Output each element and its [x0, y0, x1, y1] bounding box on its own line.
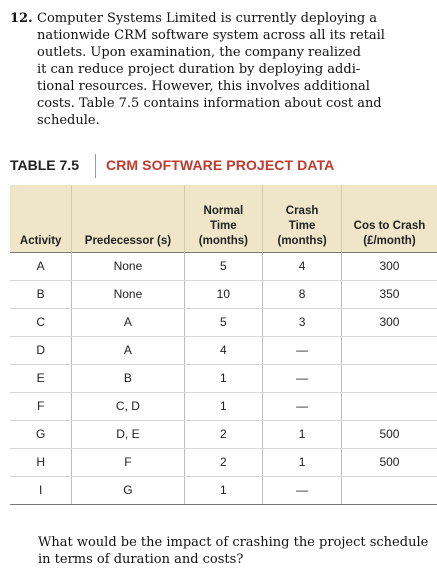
problem-line: it can reduce project duration by deploying addi-	[37, 62, 361, 77]
question-line: What would be the impact of crashing the project schedule	[38, 535, 429, 550]
cell-normal-time: 1	[184, 476, 263, 504]
cell-crash-time: 3	[263, 308, 342, 336]
header-cost-to-crash: Cos to Crash (£/month)	[341, 185, 437, 252]
problem-line: outlets. Upon examination, the company realized	[37, 45, 361, 60]
cell-cost-to-crash: 350	[341, 280, 437, 308]
cell-activity: F	[10, 392, 72, 420]
table-row	[10, 392, 437, 420]
cell-predecessor: B	[72, 364, 184, 392]
cell-activity: E	[10, 364, 72, 392]
cell-crash-time: 1	[263, 420, 342, 448]
cell-cost-to-crash: 300	[341, 308, 437, 336]
header-predecessor: Predecessor (s)	[72, 185, 184, 252]
table-label: TABLE 7.5	[10, 157, 79, 173]
cell-normal-time: 2	[184, 448, 263, 476]
cell-normal-time: 4	[184, 336, 263, 364]
cell-predecessor: A	[72, 308, 184, 336]
table-row	[10, 336, 437, 364]
cell-normal-time: 1	[184, 364, 263, 392]
cell-crash-time: —	[263, 476, 342, 504]
cell-cost-to-crash	[341, 364, 437, 392]
cell-crash-time: 8	[263, 280, 342, 308]
cell-normal-time: 5	[184, 308, 263, 336]
table-row	[10, 448, 437, 476]
cell-normal-time: 10	[184, 280, 263, 308]
cell-crash-time: —	[263, 392, 342, 420]
cell-cost-to-crash	[341, 392, 437, 420]
cell-normal-time: 1	[184, 392, 263, 420]
table-row	[10, 364, 437, 392]
project-data-table	[10, 185, 437, 505]
table-row	[10, 476, 437, 504]
problem-line: schedule.	[37, 113, 100, 128]
cell-predecessor: G	[72, 476, 184, 504]
cell-crash-time: —	[263, 364, 342, 392]
cell-cost-to-crash: 500	[341, 420, 437, 448]
problem-line: Computer Systems Limited is currently deploying a	[37, 11, 378, 26]
cell-activity: C	[10, 308, 72, 336]
cell-activity: A	[10, 252, 72, 280]
problem-number: 12.	[10, 11, 33, 26]
header-crash-time: Crash Time (months)	[263, 185, 342, 252]
table-title: CRM SOFTWARE PROJECT DATA	[106, 157, 335, 173]
problem-line: costs. Table 7.5 contains information about cost and	[37, 96, 382, 111]
header-row	[10, 185, 437, 252]
cell-cost-to-crash: 300	[341, 252, 437, 280]
problem-line: nationwide CRM software system across all its retail	[37, 28, 385, 43]
heading-divider	[95, 154, 96, 178]
cell-cost-to-crash	[341, 336, 437, 364]
cell-activity: G	[10, 420, 72, 448]
cell-cost-to-crash	[341, 476, 437, 504]
cell-activity: H	[10, 448, 72, 476]
cell-cost-to-crash: 500	[341, 448, 437, 476]
cell-crash-time: 1	[263, 448, 342, 476]
cell-normal-time: 2	[184, 420, 263, 448]
table-row	[10, 252, 437, 280]
cell-predecessor: C, D	[72, 392, 184, 420]
cell-activity: B	[10, 280, 72, 308]
problem-line: tional resources. However, this involves additional	[37, 79, 370, 94]
table-row	[10, 420, 437, 448]
cell-predecessor: None	[72, 252, 184, 280]
header-activity: Activity	[10, 185, 72, 252]
cell-predecessor: A	[72, 336, 184, 364]
header-normal-time: Normal Time (months)	[184, 185, 263, 252]
table-row	[10, 280, 437, 308]
cell-predecessor: D, E	[72, 420, 184, 448]
question-text	[38, 534, 433, 568]
cell-predecessor: None	[72, 280, 184, 308]
cell-activity: D	[10, 336, 72, 364]
question-line: in terms of duration and costs?	[38, 552, 244, 567]
cell-crash-time: —	[263, 336, 342, 364]
table-row	[10, 308, 437, 336]
cell-crash-time: 4	[263, 252, 342, 280]
cell-predecessor: F	[72, 448, 184, 476]
cell-normal-time: 5	[184, 252, 263, 280]
cell-activity: I	[10, 476, 72, 504]
